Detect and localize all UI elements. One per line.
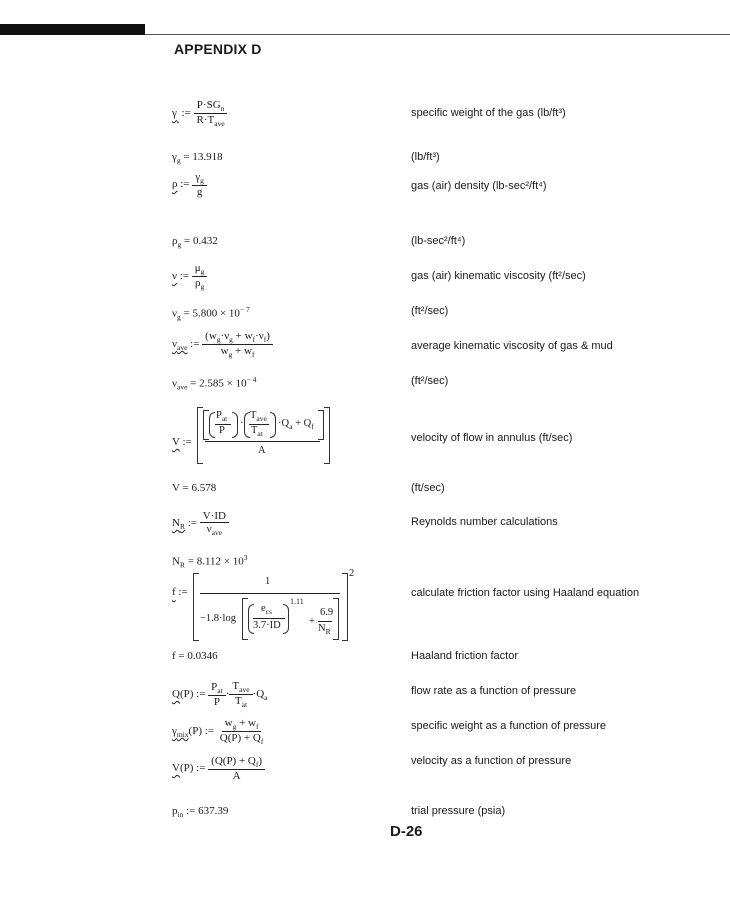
eq-reynolds-result: $N_R = 8.112 \times 10^3$ (172, 553, 248, 570)
eq-nu-ave-result: $\nu_{ave} = 2.585 \times 10^{- 4}$ (172, 375, 257, 392)
appendix-title: APPENDIX D (174, 41, 262, 57)
desc-specific-weight: specific weight of the gas (lb/ft³) (411, 107, 566, 119)
desc-flow-rate: flow rate as a function of pressure (411, 685, 577, 697)
eq-specific-weight-fn: $\gamma_{mix}(P)$ := $\frac{w_g + w_f}{Q(P) + Q_f}$ (172, 717, 264, 746)
eq-velocity-result: V = 6.578 (172, 482, 217, 494)
eq-gamma-result: $\gamma_g = 13.918$ (172, 151, 223, 165)
eq-nu-result: $\nu_g = 5.800 \times 10^{- 7}$ (172, 305, 250, 322)
eq-nu-ave-def: $\nu_{ave}$ := $\frac{(w_g\cdot\nu_g + w_f\cdot\nu_f)}{w_g + w_f}$ (172, 330, 273, 359)
eq-friction-result: f = 0.0346 (172, 650, 218, 662)
eq-nu-def: ν := $\frac{\mu_g}{\rho_g}$ (172, 262, 207, 291)
desc-rho-units: (lb-sec²/ft⁴) (411, 235, 466, 247)
eq-rho-result: $\rho_g = 0.432$ (172, 235, 218, 249)
desc-friction-calc: calculate friction factor using Haaland equation (411, 587, 640, 599)
eq-gamma-def: γ := $P\cdot SG_n$ $R\cdot T_{ave}$ (172, 99, 228, 128)
desc-nu-ave-units: (ft²/sec) (411, 375, 449, 387)
desc-haaland-factor: Haaland friction factor (411, 650, 518, 662)
eq-velocity-fn: V(P) := $\frac{(Q(P) + Q_f)}{A}$ (172, 755, 265, 782)
desc-average-viscosity: average kinematic viscosity of gas & mud (411, 340, 613, 352)
desc-kinematic-viscosity: gas (air) kinematic viscosity (ft²/sec) (411, 270, 586, 282)
desc-nu-units: (ft²/sec) (411, 305, 449, 317)
eq-rho-def: ρ := $\frac{\gamma_g}{g}$ (172, 171, 207, 198)
desc-trial-pressure: trial pressure (psia) (411, 805, 506, 817)
page-number: D-26 (390, 823, 423, 840)
header-bar (0, 24, 145, 35)
desc-velocity: velocity of flow in annulus (ft/sec) (411, 432, 573, 444)
desc-reynolds: Reynolds number calculations (411, 516, 558, 528)
desc-gamma-units: (lb/ft³) (411, 151, 440, 163)
desc-specific-weight-fn: specific weight as a function of pressure (411, 720, 607, 732)
desc-velocity-units: (ft/sec) (411, 482, 445, 494)
eq-reynolds-def: $N_R$ := V·ID $\nu_{ave}$ (172, 510, 229, 537)
eq-trial-pressure: $p_{in}$ := 637.39 (172, 805, 229, 819)
desc-gas-density: gas (air) density (lb-sec²/ft⁴) (411, 180, 547, 192)
desc-velocity-fn: velocity as a function of pressure (411, 755, 572, 767)
header-rule (145, 34, 730, 35)
eq-flow-rate-fn: Q(P) := $P_{at}$ P · $T_{ave}$ $T_{at}$ $\cdot Q_a$ (172, 680, 268, 709)
